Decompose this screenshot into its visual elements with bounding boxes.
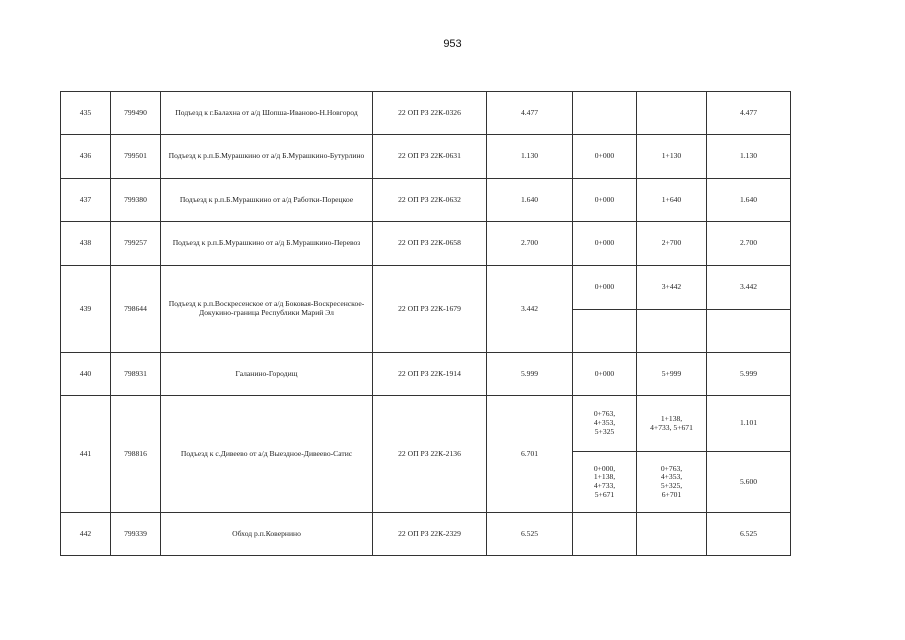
road-registry-table — [60, 91, 791, 556]
segment-end: 1+130 — [637, 135, 707, 179]
registration-number: 22 ОП РЗ 22К-1679 — [373, 266, 487, 353]
road-length: 2.700 — [487, 222, 573, 266]
segment-end: 3+442 — [637, 266, 707, 310]
road-name: Подъезд к р.п.Б.Мурашкино от а/д Б.Мурашкино-Перевоз — [161, 222, 373, 266]
road-code: 799257 — [111, 222, 161, 266]
table-row — [61, 396, 791, 452]
segment-start — [573, 92, 637, 135]
table-row — [61, 92, 791, 135]
road-code: 798931 — [111, 353, 161, 396]
road-length: 6.525 — [487, 513, 573, 556]
page-number: 953 — [443, 38, 462, 50]
registration-number: 22 ОП РЗ 22К-1914 — [373, 353, 487, 396]
road-code: 799339 — [111, 513, 161, 556]
road-name: Подъезд к р.п.Б.Мурашкино от а/д Б.Мурашкино-Бутурлино — [161, 135, 373, 179]
segment-length: 5.600 — [707, 452, 791, 513]
registration-number: 22 ОП РЗ 22К-2136 — [373, 396, 487, 513]
row-number: 437 — [61, 179, 111, 222]
road-length: 6.701 — [487, 396, 573, 513]
segment-end — [637, 92, 707, 135]
segment-length: 5.999 — [707, 353, 791, 396]
row-number: 436 — [61, 135, 111, 179]
segment-length: 1.640 — [707, 179, 791, 222]
row-number: 438 — [61, 222, 111, 266]
table-row — [61, 353, 791, 396]
table-row — [61, 135, 791, 179]
table-row — [61, 222, 791, 266]
segment-start — [573, 513, 637, 556]
road-code: 798816 — [111, 396, 161, 513]
registration-number: 22 ОП РЗ 22К-2329 — [373, 513, 487, 556]
segment-start: 0+000, 1+138, 4+733, 5+671 — [573, 452, 637, 513]
segment-start — [573, 310, 637, 353]
segment-start: 0+763, 4+353, 5+325 — [573, 396, 637, 452]
segment-end: 5+999 — [637, 353, 707, 396]
registration-number: 22 ОП РЗ 22К-0326 — [373, 92, 487, 135]
row-number: 440 — [61, 353, 111, 396]
registration-number: 22 ОП РЗ 22К-0632 — [373, 179, 487, 222]
segment-length: 1.101 — [707, 396, 791, 452]
segment-start: 0+000 — [573, 135, 637, 179]
segment-length: 2.700 — [707, 222, 791, 266]
road-name: Подъезд к р.п.Б.Мурашкино от а/д Работки-Порецкое — [161, 179, 373, 222]
segment-start: 0+000 — [573, 222, 637, 266]
row-number: 435 — [61, 92, 111, 135]
segment-length — [707, 310, 791, 353]
road-length: 4.477 — [487, 92, 573, 135]
segment-length: 3.442 — [707, 266, 791, 310]
table-row — [61, 179, 791, 222]
road-length: 3.442 — [487, 266, 573, 353]
segment-length: 6.525 — [707, 513, 791, 556]
segment-end — [637, 310, 707, 353]
segment-end: 2+700 — [637, 222, 707, 266]
segment-start: 0+000 — [573, 266, 637, 310]
road-code: 799380 — [111, 179, 161, 222]
road-code: 799490 — [111, 92, 161, 135]
road-name: Подъезд к с.Дивеево от а/д Выездное-Дивеево-Сатис — [161, 396, 373, 513]
segment-start: 0+000 — [573, 179, 637, 222]
table-row — [61, 266, 791, 310]
road-name: Галанино-Городищ — [161, 353, 373, 396]
road-name: Подъезд к р.п.Воскресенское от а/д Боковая-Воскресенское-Докукино-граница Республики Марий Эл — [161, 266, 373, 353]
row-number: 439 — [61, 266, 111, 353]
segment-end: 1+138, 4+733, 5+671 — [637, 396, 707, 452]
segment-length: 1.130 — [707, 135, 791, 179]
road-name: Подъезд к г.Балахна от а/д Шопша-Иваново-Н.Новгород — [161, 92, 373, 135]
segment-end — [637, 513, 707, 556]
segment-length: 4.477 — [707, 92, 791, 135]
road-length: 1.130 — [487, 135, 573, 179]
registration-number: 22 ОП РЗ 22К-0658 — [373, 222, 487, 266]
segment-end: 0+763, 4+353, 5+325, 6+701 — [637, 452, 707, 513]
registration-number: 22 ОП РЗ 22К-0631 — [373, 135, 487, 179]
road-length: 5.999 — [487, 353, 573, 396]
table-row — [61, 513, 791, 556]
road-code: 799501 — [111, 135, 161, 179]
road-code: 798644 — [111, 266, 161, 353]
road-length: 1.640 — [487, 179, 573, 222]
segment-start: 0+000 — [573, 353, 637, 396]
row-number: 441 — [61, 396, 111, 513]
road-name: Обход р.п.Ковернино — [161, 513, 373, 556]
segment-end: 1+640 — [637, 179, 707, 222]
row-number: 442 — [61, 513, 111, 556]
